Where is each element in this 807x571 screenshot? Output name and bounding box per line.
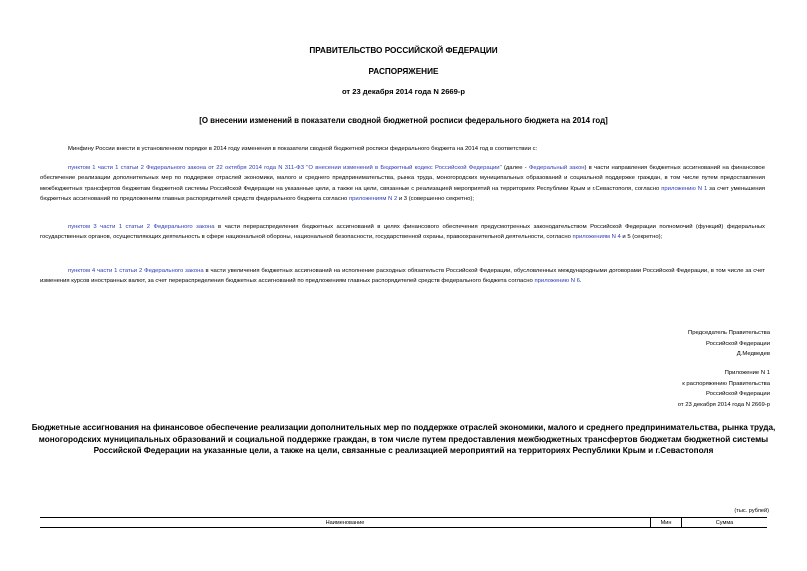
- intro-paragraph: Минфину России внести в установленном порядке в 2014 году изменения в показатели сводной бюджетной росписи федерального бюджета на 2014 год в соответствии с:: [68, 146, 538, 152]
- paragraph-1: пунктом 1 части 1 статьи 2 Федерального закона от 22 октября 2014 года N 311-ФЗ "О внесении изменений в Бюджетный кодекс Российской Федерации" (далее - Федеральный закон) в части направления бюджетных ассигнований на финансовое обеспечение реализации дополнительных мер по поддержке отраслей экономики, малого и среднего предпринимательства, рынка труда, моногородских муниципальных образований и социальной поддержке граждан, в том числе путем предоставления межбюджетных трансфертов бюджетам бюджетной системы Российской Федерации на указанные цели, а также на цели, связанные с реализацией мероприятий на территориях Республики Крым и г.Севастополя, согласно приложению N 1 за счет уменьшения бюджетных ассигнований по предложениям главных распорядителей средств федерального бюджета согласно приложениям N 2 и 3 (совершенно секретно);: [40, 165, 765, 203]
- appendix-header: [550, 368, 770, 410]
- document-date-number: от 23 декабря 2014 года N 2669-р: [341, 87, 466, 96]
- appendix-number: Приложение N 1: [724, 370, 770, 376]
- law-311-link[interactable]: пунктом 1 части 1 статьи 2 Федерального закона от 22 октября 2014 года N 311-ФЗ "О внесении изменений в Бюджетный кодекс Российской Федерации": [68, 165, 502, 171]
- point-4-link[interactable]: пунктом 4 части 1 статьи 2 Федерального закона: [68, 268, 204, 274]
- column-header-name: Наименование: [40, 518, 651, 528]
- appendix-title: Бюджетные ассигнования на финансовое обеспечение реализации дополнительных мер по поддержке отраслей экономики, малого и среднего предпринимательства, рынка труда, моногородских муниципальных образований и социальной поддержке граждан, в том числе путем предоставления межбюджетных трансфертов бюджетам бюджетной системы Российской Федерации на указанные цели, а также на цели, связанные с реализацией мероприятий на территориях Республики Крым и г.Севастополя: [31, 423, 776, 456]
- table-unit: (тыс. рублей): [734, 508, 769, 514]
- paragraph-3: пунктом 4 части 1 статьи 2 Федерального закона в части увеличения бюджетных ассигнований на исполнение расходных обязательств Российской Федерации, обусловленных международными договорами Российской Федерации, в том числе за счет изменения курсов иностранных валют, за счет перераспределения бюджетных ассигнований по предложениям главных распорядителей средств федерального бюджета согласно приложению N 6.: [40, 268, 766, 285]
- column-header-ministry: Мин: [651, 518, 682, 528]
- signature-position: Председатель Правительства: [687, 330, 770, 336]
- document-title: [О внесении изменений в показатели сводной бюджетной росписи федерального бюджета на 2014 год]: [199, 116, 608, 125]
- table-header-row: [40, 518, 767, 528]
- appendix-6-link[interactable]: приложению N 6: [534, 278, 580, 285]
- government-heading: ПРАВИТЕЛЬСТВО РОССИЙСКОЙ ФЕДЕРАЦИИ: [309, 46, 498, 55]
- appendix-2-link[interactable]: приложениям N 2: [348, 196, 398, 203]
- signature-country: Российской Федерации: [705, 340, 770, 347]
- appendix-table: [40, 517, 767, 528]
- document-type: РАСПОРЯЖЕНИЕ: [368, 67, 439, 76]
- point-3-link[interactable]: пунктом 3 части 1 статьи 2 Федерального закона: [68, 224, 215, 230]
- appendix-country: Российской Федерации: [705, 391, 770, 398]
- signature-name: Д.Медведев: [736, 351, 770, 358]
- column-header-amount: Сумма: [682, 518, 768, 528]
- paragraph-2: пунктом 3 части 1 статьи 2 Федерального закона в части перераспределения бюджетных ассигнований в целях финансового обеспечения предусмотренных законодательством Российской Федерации полномочий (функций) федеральных государственных органов, осуществляющих деятельность в сфере национальной обороны, национальной безопасности, государственной охраны, правоохранительной деятельности, согласно приложениям N 4 и 5 (секретно);: [40, 224, 766, 241]
- appendix-1-link[interactable]: приложению N 1: [661, 185, 708, 192]
- signature-block: [550, 328, 770, 360]
- appendix-4-link[interactable]: приложениям N 4: [572, 234, 621, 241]
- federal-law-link[interactable]: Федеральный закон: [528, 165, 585, 171]
- appendix-date: от 23 декабря 2014 года N 2669-р: [677, 401, 770, 408]
- appendix-ref: к распоряжению Правительства: [682, 380, 770, 387]
